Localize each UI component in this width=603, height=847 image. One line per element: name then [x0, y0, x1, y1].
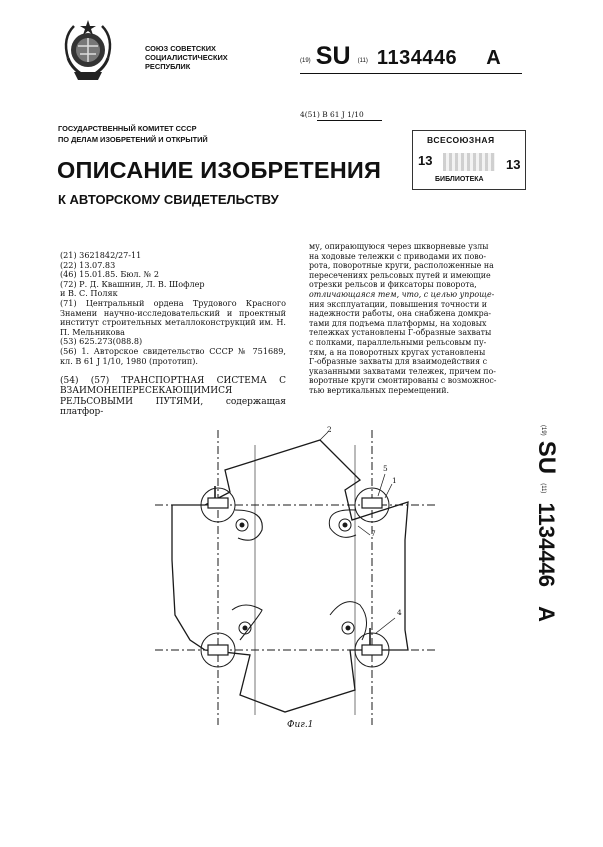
- side-number: 1134446: [534, 502, 559, 587]
- abstract-line: с полками, параллельными рельсовым пу-: [309, 337, 487, 347]
- biblio-gap: [60, 366, 286, 376]
- biblio-line: (21) 3621842/27-11: [60, 250, 142, 260]
- grip: [362, 498, 382, 508]
- figure-label-2: 2: [327, 425, 332, 434]
- kind-code: A: [486, 47, 501, 69]
- figure-label-1: 1: [392, 476, 397, 485]
- ipc-code: 4(51) В 61 J 1/10: [300, 110, 364, 119]
- abstract-line: пересечениях рельсовых путей и имеющие: [309, 270, 491, 280]
- union-org-line: РЕСПУБЛИК: [145, 62, 191, 71]
- code-11: (11): [357, 58, 368, 64]
- pivot: [346, 626, 350, 630]
- abstract-line: рота, поворотные круги, расположенные на: [309, 261, 494, 271]
- stamp-line-bottom: БИБЛИОТЕКА: [435, 176, 484, 183]
- invention-title: (54) (57) ТРАНСПОРТНАЯ СИСТЕМА С ВЗАИМОНЕПЕРЕСЕКАЮЩИМИСЯ РЕЛЬСОВЫМИ ПУТЯМИ, содержащая платфор-: [60, 375, 286, 418]
- pivot: [243, 626, 247, 630]
- grip: [208, 498, 228, 508]
- biblio-line: (46) 15.01.85. Бюл. № 2: [60, 269, 160, 280]
- side-code-19: (19): [540, 425, 546, 436]
- abstract-line: тележках установлены Г-образные захваты: [309, 328, 492, 338]
- biblio-line: (22) 13.07.83: [60, 259, 116, 270]
- biblio-line: (71) Центральный ордена Трудового Красного Знамени научно-исследовательский и проектный институт строительных металлоконструкций им. Н. П. Мельникова: [60, 297, 286, 337]
- abstract-line: воротные круги смонтированы с возможнос-: [309, 376, 497, 386]
- side-kind: A: [534, 606, 559, 622]
- biblio-line: и В. С. Поляк: [60, 288, 118, 299]
- committee-line: ГОСУДАРСТВЕННЫЙ КОМИТЕТ СССР: [58, 124, 197, 133]
- bogie: [329, 510, 356, 538]
- doc-subtitle: К АВТОРСКОМУ СВИДЕТЕЛЬСТВУ: [58, 192, 279, 207]
- platform-outline: [172, 440, 408, 712]
- side-country: SU: [533, 440, 560, 475]
- grip: [362, 645, 382, 655]
- abstract-line: тям, а на поворотных кругах установлены: [309, 347, 486, 357]
- number-underline: [300, 73, 522, 74]
- union-org-line: СОЮЗ СОВЕТСКИХ: [145, 44, 216, 53]
- abstract-line: тами для подъема платформы, на ходовых: [309, 318, 487, 328]
- pivot: [343, 523, 347, 527]
- stamp-right-number: 13: [506, 157, 521, 172]
- side-patent-number: [532, 425, 560, 622]
- figure-caption: Фиг.1: [287, 720, 314, 730]
- abstract-line: Г-образные захваты для взаимодействия с: [309, 357, 488, 367]
- figure-drawing: [150, 425, 440, 745]
- stamp-left-number: 13: [418, 153, 433, 168]
- biblio-line: (72) Р. Д. Квашнин, Л. В. Шофлер: [60, 278, 205, 289]
- patent-number-block: [300, 42, 501, 76]
- leader-line: [376, 618, 395, 633]
- doc-title: ОПИСАНИЕ ИЗОБРЕТЕНИЯ: [57, 157, 382, 183]
- union-org-line: СОЦИАЛИСТИЧЕСКИХ: [145, 53, 228, 62]
- abstract-line: на ходовые тележки с приводами их пово-: [309, 251, 487, 261]
- committee-line: ПО ДЕЛАМ ИЗОБРЕТЕНИЙ И ОТКРЫТИЙ: [58, 134, 208, 144]
- abstract-line: надежности работы, она снабжена домкра-: [309, 309, 492, 319]
- stamp-smudge: [443, 153, 495, 171]
- leader-line: [358, 526, 370, 535]
- bogie: [235, 510, 262, 540]
- code-19: (19): [300, 58, 311, 64]
- abstract-line: отличающаяся тем, что, с целью упроще-: [309, 289, 495, 299]
- pivot: [240, 523, 244, 527]
- figure-label-7: 7: [371, 529, 376, 538]
- abstract-line: тью вертикальных перемещений.: [309, 385, 450, 395]
- library-stamp: [412, 130, 526, 190]
- leader-line: [385, 484, 392, 498]
- stamp-line1: ВСЕСОЮЗНАЯ: [427, 135, 495, 145]
- side-code-11: (11): [540, 483, 546, 494]
- abstract-line: му, опирающуюся через шкворневые узлы: [309, 242, 489, 251]
- ipc-underline: [317, 120, 382, 121]
- abstract-line: отрезки рельсов и фиксаторы поворота,: [309, 280, 477, 290]
- abstract-line: указанными захватами тележек, причем по-: [309, 366, 496, 376]
- country-code: SU: [315, 42, 351, 70]
- grip: [208, 645, 228, 655]
- abstract-line: ния эксплуатации, повышения точности и: [309, 299, 487, 309]
- abstract-column: [309, 242, 523, 396]
- union-org: [145, 44, 228, 71]
- ussr-emblem: [60, 18, 116, 86]
- biblio-column: [60, 251, 286, 418]
- committee: [58, 124, 208, 145]
- biblio-line: (53) 625.273(088.8): [60, 336, 143, 347]
- patent-number: 1134446: [376, 47, 458, 69]
- figure-label-4: 4: [397, 608, 402, 617]
- biblio-line: (56) 1. Авторское свидетельство СССР № 751689, кл. В 61 J 1/10, 1980 (прототип).: [60, 345, 286, 366]
- figure-label-5: 5: [383, 464, 388, 473]
